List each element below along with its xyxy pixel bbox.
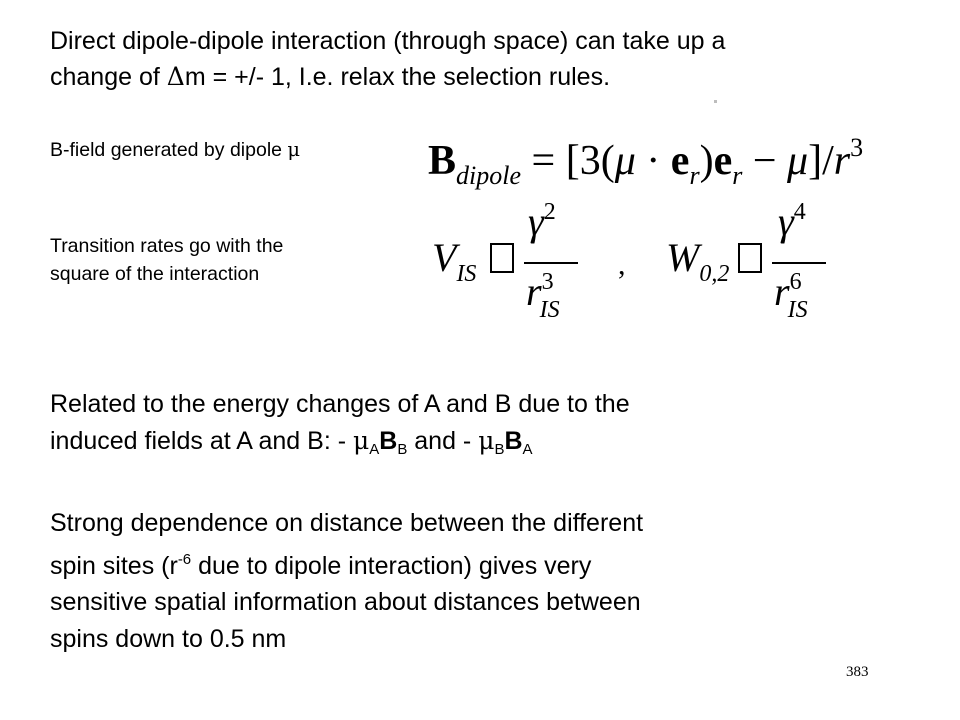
intro-paragraph — [50, 24, 930, 95]
bfield-equation — [428, 118, 863, 206]
w-den-exp: 6 — [789, 269, 802, 295]
transition-label — [50, 232, 283, 288]
bfield-label-text: B-field generated by dipole — [50, 139, 288, 161]
strong-line-3: sensitive spatial information about distances between — [50, 588, 641, 616]
v-num-exp: 2 — [543, 199, 556, 225]
intro-line-2-start: change of — [50, 63, 167, 91]
strong-line-1: Strong dependence on distance between the different — [50, 509, 644, 537]
v-lhs-sub: IS — [456, 261, 477, 287]
equation-separator: , — [618, 248, 626, 281]
w-num-gamma: γ — [778, 199, 794, 244]
unknown-symbol-box-2 — [738, 243, 762, 273]
eq-tail: ]/ — [808, 138, 834, 184]
eq-e-2-sub: r — [732, 161, 743, 190]
strong-line-2-end: due to dipole interaction) gives very — [191, 551, 592, 580]
intro-line-2 — [50, 59, 930, 95]
w-num-exp: 4 — [793, 199, 806, 225]
strong-line-2-exp: -6 — [177, 550, 192, 568]
eq-prefix: = [3( — [521, 138, 615, 184]
related-b-bold-2: B — [504, 426, 523, 455]
unknown-symbol-box — [490, 243, 514, 273]
eq-mu-2: μ — [787, 138, 809, 184]
related-line-1: Related to the energy changes of A and B due to the — [50, 390, 630, 418]
stray-dot — [714, 100, 717, 103]
related-sub-a: A — [369, 440, 380, 458]
v-lhs — [432, 234, 476, 288]
related-sub-b: B — [397, 440, 408, 458]
intro-line-1: Direct dipole-dipole interaction (through space) can take up a — [50, 27, 726, 55]
v-numerator — [528, 198, 556, 245]
v-den-exp: 3 — [541, 269, 554, 295]
related-mu-2: μ — [478, 425, 495, 455]
v-den-sub: IS — [539, 297, 560, 323]
v-denominator — [526, 268, 560, 324]
w-den-r: r — [774, 269, 790, 314]
v-den-r: r — [526, 269, 542, 314]
eq-B: B — [428, 138, 457, 184]
bfield-label-mu: μ — [287, 138, 301, 161]
related-b-bold-1: B — [379, 426, 398, 455]
transition-label-line-1: Transition rates go with the — [50, 235, 284, 257]
eq-paren: ) — [699, 138, 714, 184]
related-sub-b-2: B — [494, 440, 505, 458]
eq-r-exp: 3 — [850, 133, 864, 162]
page-number: 383 — [846, 664, 869, 680]
w-lhs-sub: 0,2 — [699, 261, 730, 287]
eq-r: r — [833, 138, 851, 184]
w-denominator — [774, 268, 808, 324]
related-line-2-start: induced fields at A and B: - — [50, 426, 353, 455]
v-num-gamma: γ — [528, 199, 544, 244]
strong-paragraph — [50, 505, 910, 657]
eq-e-1-sub: r — [689, 161, 700, 190]
w-fraction-bar — [772, 262, 826, 264]
related-mu-1: μ — [352, 425, 370, 455]
eq-B-sub: dipole — [456, 161, 522, 190]
strong-line-2 — [50, 542, 910, 585]
delta-symbol: Δ — [166, 62, 185, 91]
transition-label-line-2: square of the interaction — [50, 263, 260, 285]
eq-minus: − — [742, 138, 788, 184]
eq-e-2: e — [713, 138, 733, 184]
related-and: and - — [407, 426, 479, 455]
eq-mu-1: μ — [614, 138, 636, 184]
bfield-label — [50, 136, 300, 164]
v-fraction-bar — [524, 262, 578, 264]
v-lhs-letter: V — [432, 235, 457, 280]
w-den-sub: IS — [787, 297, 808, 323]
strong-line-2-start: spin sites (r — [50, 551, 178, 580]
w-lhs-letter: W — [666, 235, 700, 280]
w-lhs — [666, 234, 729, 288]
eq-e-1: e — [670, 138, 690, 184]
related-sub-a-2: A — [522, 440, 533, 458]
strong-line-4: spins down to 0.5 nm — [50, 624, 287, 653]
eq-dot: · — [635, 138, 671, 184]
w-numerator — [778, 198, 806, 245]
intro-line-2-end: m = +/- 1, I.e. relax the selection rules. — [184, 63, 611, 91]
related-line-2 — [50, 423, 910, 469]
related-paragraph — [50, 386, 910, 468]
